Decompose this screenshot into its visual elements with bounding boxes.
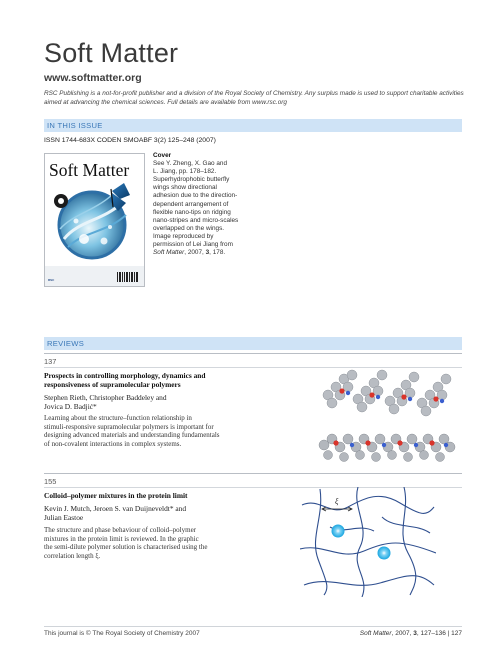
article-abstract xyxy=(44,526,266,560)
article-abstract-line: mixtures in the protein limit is reviewed. In the graphic xyxy=(44,534,199,543)
in-this-issue-bar xyxy=(44,119,462,132)
cover-image[interactable] xyxy=(44,153,145,287)
butterfly-cover-art xyxy=(50,181,139,261)
article-abstract-line: The structure and phase behaviour of colloid–polymer xyxy=(44,526,197,534)
cover-citation-year: , 2007, xyxy=(184,249,206,257)
cover-caption-line: wings show directional xyxy=(153,184,217,192)
article-page-number: 155 xyxy=(44,477,57,486)
colloid-polymer-graphic xyxy=(300,487,436,597)
article-author-line: Kevin J. Mutch, Jeroen S. van Duijneveldt* and xyxy=(44,504,187,513)
reviews-bar xyxy=(44,337,462,350)
article-abstract-line: Learning about the structure–function relationship in xyxy=(44,414,192,422)
article-abstract-line: of non-covalent interactions in complex systems. xyxy=(44,439,182,448)
article-abstract-line: the semi-dilute polymer solution is characterised using the xyxy=(44,543,208,552)
footer-volume: 3 xyxy=(413,630,417,637)
cover-caption-line: L. Jiang, pp. 178–182. xyxy=(153,168,217,176)
journal-title: Soft Matter xyxy=(44,38,179,68)
reviews-label: REVIEWS xyxy=(47,338,85,348)
cover-citation-volume: 3 xyxy=(205,249,210,257)
article-title[interactable] xyxy=(44,491,284,500)
footer-divider xyxy=(44,626,462,627)
footer-page-number: 127 xyxy=(451,630,462,637)
article-title-line: Colloid–polymer mixtures in the protein limit xyxy=(44,491,188,500)
article-title-line: responsiveness of supramolecular polymers xyxy=(44,380,181,390)
article-author-line: Julian Eastoe xyxy=(44,513,84,523)
article-authors xyxy=(44,504,284,522)
cover-caption-line: permission of Lei Jiang from xyxy=(153,241,233,249)
cover-caption-heading: Cover xyxy=(153,152,172,159)
article-title-line: Prospects in controlling morphology, dynamics and xyxy=(44,371,206,380)
footer-year: , 2007, xyxy=(391,630,414,637)
rsc-logo: RSC xyxy=(48,278,55,282)
cover-journal-title: Soft Matter xyxy=(49,160,130,180)
cover-caption-citation xyxy=(153,249,263,257)
issn-line: ISSN 1744-683X CODEN SMOABF 3(2) 125–248 (2007) xyxy=(44,137,216,144)
article-author-line: Stephen Rieth, Christopher Baddeley and xyxy=(44,393,167,402)
footer-journal: Soft Matter xyxy=(359,630,392,637)
article-title[interactable] xyxy=(44,371,284,389)
footer-separator: | xyxy=(445,630,452,637)
footer-pages: , 127–136 xyxy=(416,630,446,637)
cover-caption-line: Superhydrophobic butterfly xyxy=(153,176,230,184)
article-abstract-line: designing advanced materials and understanding fundamentals xyxy=(44,431,220,440)
cover-caption-line: dependent arrangement of xyxy=(153,200,229,208)
article-page-number: 137 xyxy=(44,357,57,366)
colloid-particle xyxy=(332,525,345,538)
footer-copyright: This journal is © The Royal Society of Chemistry 2007 xyxy=(44,630,200,637)
cover-footer xyxy=(45,266,144,286)
cover-caption-line: overlapped on the wings. xyxy=(153,224,225,232)
cover-caption-line: adhesion due to the direction- xyxy=(153,192,238,200)
divider xyxy=(44,473,462,474)
polymer-network xyxy=(300,487,436,597)
article-abstract xyxy=(44,414,266,448)
cover-citation-pages: , 178. xyxy=(209,249,226,257)
cover-caption-line: flexible nano-tips on ridging xyxy=(153,208,231,216)
article-abstract-line: correlation length ξ. xyxy=(44,551,101,560)
in-this-issue-label: IN THIS ISSUE xyxy=(47,120,103,130)
article-author-line: Jovica D. Badjić* xyxy=(44,402,97,412)
supramolecular-polymer-graphic xyxy=(318,365,456,469)
cover-caption-line: nano-stripes and micro-scales xyxy=(153,216,239,224)
article-authors xyxy=(44,393,284,411)
colloid-particle xyxy=(378,547,391,560)
footer-citation xyxy=(360,630,462,637)
molecular-stack-top xyxy=(323,370,451,416)
publisher-note: RSC Publishing is a not-for-profit publisher and a division of the Royal Society of Chemistry. Any surplus made is used to support charitable activities aimed at advancing the chemical sciences. Full details are available from www.rsc.org xyxy=(44,90,464,106)
cover-caption xyxy=(153,152,263,257)
barcode-icon xyxy=(117,272,139,282)
cover-citation-journal: Soft Matter xyxy=(153,249,185,257)
cover-caption-line: See Y. Zheng, X. Gao and xyxy=(153,160,228,168)
divider xyxy=(44,353,462,354)
journal-url[interactable]: www.softmatter.org xyxy=(44,72,142,84)
xi-label: ξ xyxy=(335,497,339,506)
molecular-chain-bottom xyxy=(319,434,455,462)
cover-caption-line: Image reproduced by xyxy=(153,232,214,240)
article-abstract-line: stimuli-responsive supramolecular polymers is important for xyxy=(44,422,214,431)
